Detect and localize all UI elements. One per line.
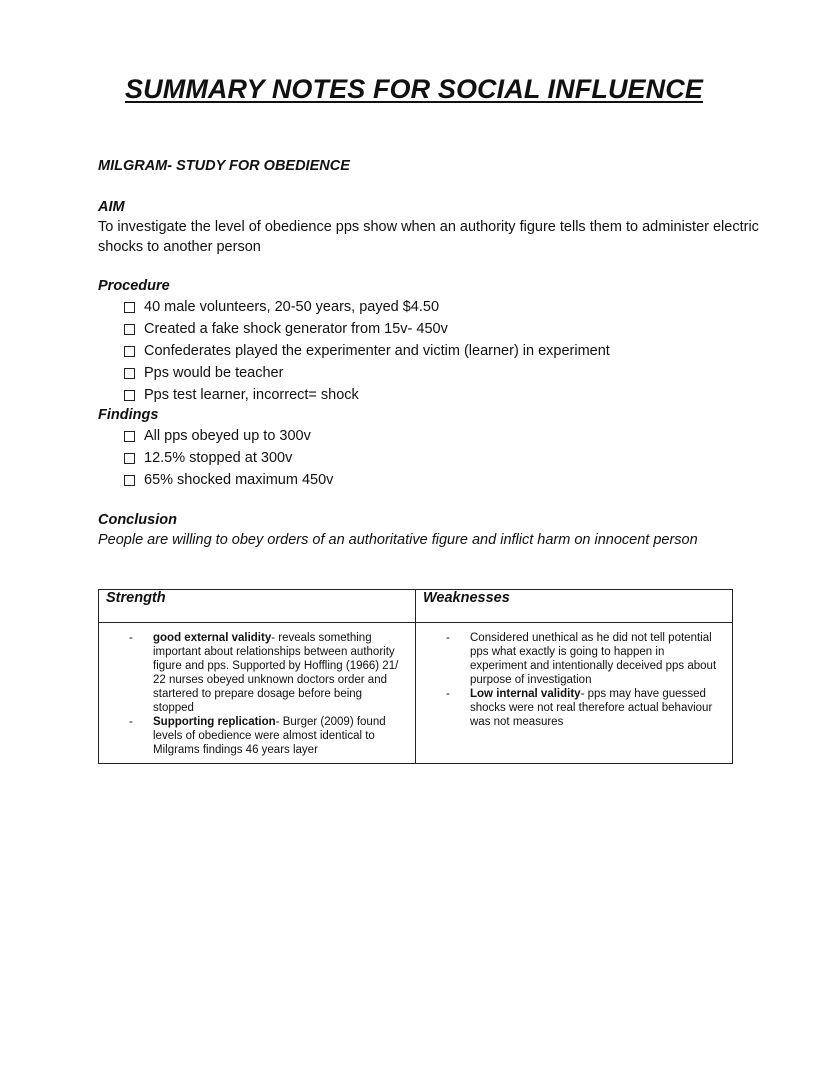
procedure-section xyxy=(98,276,768,406)
checklist-item-label: 40 male volunteers, 20-50 years, payed $4.50 xyxy=(144,299,440,315)
strengths-cell xyxy=(99,623,416,764)
checklist-item-label: Pps would be teacher xyxy=(144,365,284,381)
checkbox[interactable] xyxy=(124,453,135,464)
point-title: Low internal validity xyxy=(470,688,581,700)
point-title: good external validity xyxy=(153,632,272,644)
conclusion-section xyxy=(98,510,768,550)
point-text: Considered unethical as he did not tell potential pps what exactly is going to happen in experiment and intentionally deceived pps about purpose of investigation xyxy=(470,632,717,686)
list-item xyxy=(111,631,405,715)
dash-bullet: - xyxy=(446,688,450,700)
procedure-heading: Procedure xyxy=(98,278,170,294)
procedure-checklist xyxy=(98,296,768,406)
checkbox[interactable] xyxy=(124,324,135,335)
checkbox[interactable] xyxy=(124,390,135,401)
aim-heading: AIM xyxy=(98,199,125,215)
checklist-item-label: 12.5% stopped at 300v xyxy=(144,450,293,466)
checklist-item[interactable] xyxy=(124,296,768,318)
dash-bullet: - xyxy=(129,632,133,644)
findings-checklist xyxy=(98,425,768,491)
checklist-item[interactable] xyxy=(124,340,768,362)
checkbox[interactable] xyxy=(124,302,135,313)
checkbox[interactable] xyxy=(124,431,135,442)
checklist-item[interactable] xyxy=(124,384,768,406)
checkbox[interactable] xyxy=(124,475,135,486)
point-text: - reveals something important about relationships between authority figure and pps. Supported by Hoffling (1966) 21/ 22 nurses obeyed unknown doctors order and startered to prepare dosage before being stopped xyxy=(153,632,399,714)
checkbox[interactable] xyxy=(124,368,135,379)
aim-section xyxy=(98,197,768,257)
point-text: - Burger (2009) found levels of obedience were almost identical to Milgrams findings 46 years layer xyxy=(153,716,386,756)
evaluation-table xyxy=(98,589,733,764)
checklist-item-label: Created a fake shock generator from 15v- 450v xyxy=(144,321,448,337)
weaknesses-header: Weaknesses xyxy=(416,590,733,623)
checklist-item[interactable] xyxy=(124,362,768,384)
findings-heading: Findings xyxy=(98,407,159,423)
checklist-item-label: 65% shocked maximum 450v xyxy=(144,472,334,488)
list-item xyxy=(428,687,722,729)
section-title: MILGRAM- STUDY FOR OBEDIENCE xyxy=(98,158,350,174)
weaknesses-cell xyxy=(416,623,733,764)
page-title: SUMMARY NOTES FOR SOCIAL INFLUENCE xyxy=(125,74,703,104)
checklist-item[interactable] xyxy=(124,318,768,340)
list-item xyxy=(111,715,405,757)
checkbox[interactable] xyxy=(124,346,135,357)
conclusion-text: People are willing to obey orders of an authoritative figure and inflict harm on innocent person xyxy=(98,532,698,548)
point-text: - pps may have guessed shocks were not real therefore actual behaviour was not measures xyxy=(470,688,713,728)
checklist-item-label: All pps obeyed up to 300v xyxy=(144,428,311,444)
findings-section xyxy=(98,405,768,491)
checklist-item[interactable] xyxy=(124,425,768,447)
list-item xyxy=(428,631,722,687)
point-title: Supporting replication xyxy=(153,716,276,728)
aim-text: To investigate the level of obedience pps show when an authority figure tells them to administer electric shocks to another person xyxy=(98,219,759,255)
conclusion-heading: Conclusion xyxy=(98,512,177,528)
checklist-item-label: Pps test learner, incorrect= shock xyxy=(144,387,359,403)
dash-bullet: - xyxy=(129,716,133,728)
checklist-item[interactable] xyxy=(124,447,768,469)
strength-header: Strength xyxy=(99,590,416,623)
dash-bullet: - xyxy=(446,632,450,644)
checklist-item-label: Confederates played the experimenter and victim (learner) in experiment xyxy=(144,343,610,359)
checklist-item[interactable] xyxy=(124,469,768,491)
